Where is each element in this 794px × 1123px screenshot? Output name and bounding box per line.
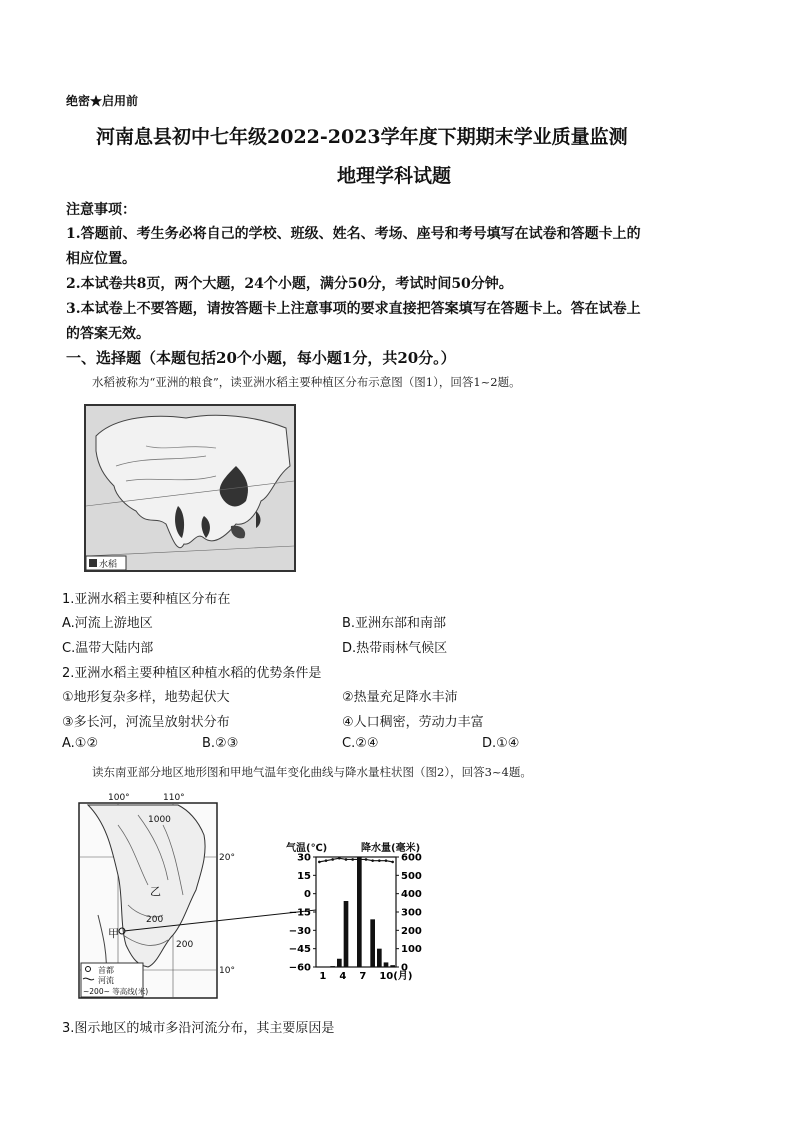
precipitation-tick-label: 300	[401, 907, 422, 919]
precipitation-tick-label: 400	[401, 889, 422, 901]
temperature-point	[318, 861, 321, 864]
secret-mark: 绝密★启用前	[66, 94, 139, 108]
temperature-line	[319, 858, 392, 862]
legend-contour: ~200~ 等高线(米)	[83, 987, 149, 996]
chart-frame	[316, 857, 396, 967]
month-tick-label: 10(月)	[379, 971, 413, 982]
exam-subtitle: 地理学科试题	[337, 165, 452, 187]
month-tick-label: 4	[339, 971, 347, 982]
q2-stem: 2.亚洲水稻主要种植区种植水稻的优势条件是	[62, 666, 322, 681]
q2-statement-2: ②热量充足降水丰沛	[342, 690, 458, 705]
label-jia: 甲	[108, 927, 119, 940]
temperature-point	[325, 859, 328, 862]
legend-capital: 首都	[98, 966, 114, 975]
legend-river: 河流	[98, 976, 114, 985]
q3-stem: 3.图示地区的城市多沿河流分布，其主要原因是	[62, 1021, 335, 1036]
contour-label-200-b: 200	[176, 940, 194, 950]
month-tick-label: 1	[319, 971, 327, 982]
q2-option-d: D.①④	[482, 736, 520, 751]
q1-option-b: B.亚洲东部和南部	[342, 616, 447, 631]
q2-statement-4: ④人口稠密，劳动力丰富	[342, 715, 484, 730]
temperature-tick-label: −60	[288, 962, 311, 974]
q2-option-a: A.①②	[62, 736, 99, 751]
temperature-point	[371, 859, 374, 862]
precipitation-bar	[377, 949, 382, 967]
latitude-20: 20°	[219, 853, 235, 863]
intro-figure-2: 读东南亚部分地区地形图和甲地气温年变化曲线与降水量柱状图（图2），回答3~4题。	[92, 765, 532, 779]
q1-stem: 1.亚洲水稻主要种植区分布在	[62, 592, 231, 607]
label-yi: 乙	[150, 885, 161, 898]
longitude-100: 100°	[108, 793, 130, 803]
precipitation-axis-label: 降水量(毫米)	[361, 843, 421, 854]
notice-heading: 注意事项：	[66, 202, 136, 218]
temperature-tick-label: −30	[288, 925, 311, 937]
temperature-point	[358, 858, 361, 861]
precipitation-bar	[337, 959, 342, 967]
precipitation-tick-label: 600	[401, 852, 422, 864]
precipitation-bar	[330, 966, 335, 967]
precipitation-bar	[384, 962, 389, 967]
q1-option-a: A.河流上游地区	[62, 616, 153, 631]
asia-rice-map	[84, 404, 296, 572]
q2-statement-1: ①地形复杂多样，地势起伏大	[62, 690, 230, 705]
contour-label-1000: 1000	[148, 815, 171, 825]
notice-item-3-cont: 的答案无效。	[66, 326, 150, 342]
temperature-point	[391, 861, 394, 864]
exam-title: 河南息县初中七年级2022-2023学年度下期期末学业质量监测	[96, 126, 628, 148]
month-tick-label: 7	[359, 971, 367, 982]
intro-figure-1: 水稻被称为“亚洲的粮食”，读亚洲水稻主要种植区分布示意图（图1），回答1~2题。	[92, 375, 521, 389]
temperature-axis-label: 气温(℃)	[286, 843, 328, 854]
precipitation-tick-label: 500	[401, 870, 422, 882]
temperature-tick-label: 15	[297, 870, 311, 882]
q2-option-c: C.②④	[342, 736, 379, 751]
precipitation-bar	[344, 901, 349, 967]
q1-option-c: C.温带大陆内部	[62, 641, 154, 656]
temperature-point	[331, 858, 334, 861]
temperature-tick-label: 30	[297, 852, 311, 864]
climate-chart	[78, 795, 430, 999]
notice-item-1: 1.答题前、考生务必将自己的学校、班级、姓名、考场、座号和考号填写在试卷和答题卡上的	[66, 226, 641, 242]
section-heading: 一、选择题（本题包括20个小题，每小题1分，共20分。）	[66, 349, 456, 367]
latitude-10: 10°	[219, 966, 235, 976]
precipitation-tick-label: 200	[401, 925, 422, 937]
temperature-tick-label: 0	[304, 889, 311, 901]
temperature-point	[345, 858, 348, 861]
precipitation-bar	[370, 919, 375, 967]
temperature-point	[378, 859, 381, 862]
contour-label-200-a: 200	[146, 915, 164, 925]
notice-item-3: 3.本试卷上不要答题，请按答题卡上注意事项的要求直接把答案填写在答题卡上。答在试卷上	[66, 301, 641, 317]
precipitation-bar	[357, 857, 362, 967]
rice-legend-label: 水稻	[99, 560, 118, 570]
figure-2	[78, 795, 430, 999]
temperature-tick-label: −45	[288, 944, 311, 956]
q2-statement-3: ③多长河，河流呈放射状分布	[62, 715, 230, 730]
longitude-110: 110°	[163, 793, 185, 803]
asia-map-graphic	[86, 406, 294, 570]
q2-option-b: B.②③	[202, 736, 239, 751]
precipitation-tick-label: 100	[401, 944, 422, 956]
q1-option-d: D.热带雨林气候区	[342, 641, 448, 656]
precipitation-bar	[390, 965, 395, 967]
notice-item-1-cont: 相应位置。	[66, 251, 136, 267]
notice-item-2: 2.本试卷共8页，两个大题，24个小题，满分50分，考试时间50分钟。	[66, 276, 513, 292]
precipitation-tick-label: 0	[401, 962, 408, 974]
temperature-point	[351, 858, 354, 861]
temperature-point	[365, 858, 368, 861]
temperature-point	[338, 857, 341, 860]
temperature-tick-label: −15	[288, 907, 311, 919]
temperature-point	[385, 859, 388, 862]
